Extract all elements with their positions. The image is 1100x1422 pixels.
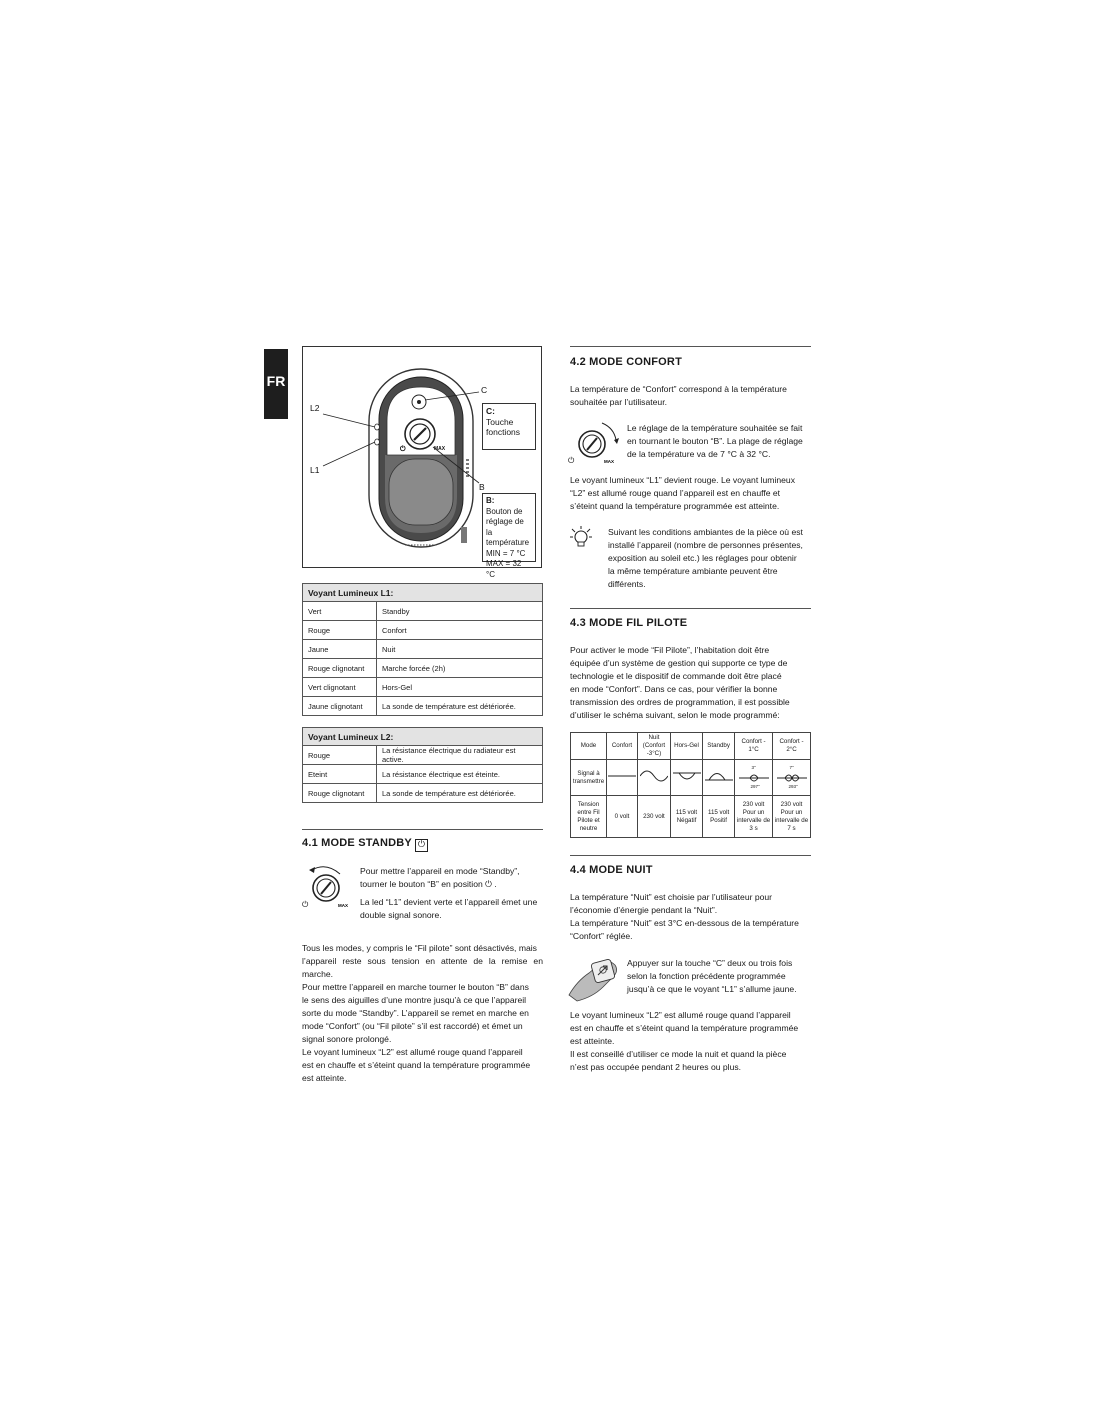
table-cell: Hors-Gel <box>377 678 543 697</box>
callout-c-line: C: <box>486 406 495 416</box>
text-line: Suivant les conditions ambiantes de la pièce où est <box>608 527 803 537</box>
table-cell: 230 volt Pour un intervalle de 7 s <box>773 796 811 838</box>
confort-intro <box>570 383 811 409</box>
table-row <box>303 640 543 659</box>
table-cell: Marche forcée (2h) <box>377 659 543 678</box>
standby-icon-text <box>360 865 543 922</box>
table-cell: Eteint <box>303 765 377 784</box>
table-cell: Vert <box>303 602 377 621</box>
section-title-standby <box>302 837 428 852</box>
text-line: La température “Nuit” est 3°C en-dessous de la température <box>570 918 799 928</box>
text-line: de la température va de 7 °C à 32 °C. <box>627 449 771 459</box>
text-line: La led “L1” devient verte et l’appareil émet une <box>360 897 538 907</box>
text-line: le sens des aiguilles d’une montre jusqu’à ce que l’appareil <box>302 995 527 1005</box>
table-row <box>303 697 543 716</box>
svg-text:⏻: ⏻ <box>568 456 575 465</box>
text-line: l’appareil reste sous tension en attente de la remise en marche. <box>302 956 543 979</box>
knob-confort-icon <box>568 420 620 466</box>
table-header: Voyant Lumineux L2: <box>303 728 543 746</box>
table-voyant-l1 <box>302 583 543 716</box>
callout-b-line: Bouton de <box>486 506 523 516</box>
callout-b-line: MIN = 7 °C <box>486 548 526 558</box>
text-line: souhaitée par l’utilisateur. <box>570 397 667 407</box>
table-cell: Rouge clignotant <box>303 659 377 678</box>
pulse-label: 3" <box>751 764 756 770</box>
label-l1: L1 <box>310 465 320 475</box>
table-header: Voyant Lumineux L1: <box>303 584 543 602</box>
callout-c-line: fonctions <box>486 427 521 437</box>
callout-b <box>482 493 536 579</box>
text-line: double signal sonore. <box>360 910 442 920</box>
confort-icon-text <box>627 422 811 461</box>
nuit-body <box>570 1009 811 1074</box>
signal-flat-icon <box>607 760 638 796</box>
text-line: est atteinte. <box>302 1073 347 1083</box>
section-title-text: 4.1 MODE STANDBY <box>302 837 412 849</box>
svg-text:MAX: MAX <box>338 903 348 908</box>
text-line: exposition au soleil etc.) les réglages pour obtenir <box>608 553 797 563</box>
table-cell: Hors-Gel <box>670 733 702 760</box>
fil-pilote-body <box>570 644 811 722</box>
table-cell: La résistance électrique est éteinte. <box>377 765 543 784</box>
section-divider <box>302 829 543 830</box>
signal-negative-icon <box>670 760 702 796</box>
finger-press-icon <box>567 955 623 1003</box>
text-line: en mode “Confort”. Dans ce cas, pour vérifier la bonne <box>570 684 778 694</box>
confort-tip <box>608 526 811 591</box>
text-line: Le voyant lumineux “L2” est allumé rouge quand l’appareil <box>570 1010 791 1020</box>
table-cell: Nuit <box>377 640 543 659</box>
text-line: mode “Confort” (ou “Fil pilote” s’il est raccordé) et émet un <box>302 1021 523 1031</box>
table-row <box>303 765 543 784</box>
table-voyant-l2 <box>302 727 543 803</box>
table-cell: 230 volt <box>638 796 671 838</box>
text-line: s’éteint quand la température programmée est atteinte. <box>570 501 780 511</box>
text-line: Pour activer le mode “Fil Pilote”, l’habitation doit être <box>570 645 770 655</box>
table-row <box>571 760 811 796</box>
svg-text:⏻: ⏻ <box>302 900 309 909</box>
text-line: sorte du mode “Standby”. L’appareil se remet en marche en <box>302 1008 529 1018</box>
callout-b-line: réglage de la <box>486 517 524 537</box>
text-line: Pour mettre l’appareil en mode “Standby”, <box>360 866 520 876</box>
label-c: C <box>481 385 488 395</box>
text-line: “L2” est allumé rouge quand l’appareil est en chauffe et <box>570 488 781 498</box>
text-line: est atteinte. <box>570 1036 615 1046</box>
lightbulb-tip-icon <box>570 524 596 550</box>
text-line: La température de “Confort” correspond à la température <box>570 384 787 394</box>
table-cell: La sonde de température est détériorée. <box>377 784 543 803</box>
text-line: “Confort” réglée. <box>570 931 633 941</box>
power-icon: ⏻ <box>415 839 428 852</box>
table-cell: Signal à transmettre <box>571 760 607 796</box>
text-line: n’est pas occupée pendant 2 heures ou plus. <box>570 1062 742 1072</box>
table-cell: 0 volt <box>607 796 638 838</box>
table-cell: Standby <box>377 602 543 621</box>
text-line: tourner le bouton “B” en position ⏻ . <box>360 879 497 889</box>
text-line: Appuyer sur la touche “C” deux ou trois fois <box>627 958 793 968</box>
text-line: est en chauffe et s’éteint quand la température programmée <box>302 1060 531 1070</box>
nuit-intro <box>570 891 811 943</box>
table-row <box>303 659 543 678</box>
table-cell: Confort - 1°C <box>735 733 773 760</box>
table-cell: Vert clignotant <box>303 678 377 697</box>
table-row <box>303 678 543 697</box>
svg-text:MAX: MAX <box>604 459 614 464</box>
table-row <box>303 602 543 621</box>
table-cell: La sonde de température est détériorée. <box>377 697 543 716</box>
callout-c-line: Touche <box>486 416 514 427</box>
section-title-fil-pilote: 4.3 MODE FIL PILOTE <box>570 617 688 629</box>
label-l2: L2 <box>310 403 320 413</box>
table-cell: 230 volt Pour un intervalle de 3 s <box>735 796 773 838</box>
callout-b-line: température <box>486 538 530 547</box>
table-row <box>571 796 811 838</box>
table-cell: Confort - 2°C <box>773 733 811 760</box>
table-cell: Rouge <box>303 746 377 765</box>
table-cell: Rouge <box>303 621 377 640</box>
table-cell: Mode <box>571 733 607 760</box>
table-cell: 115 volt Négatif <box>670 796 702 838</box>
fil-pilote-table <box>570 732 811 838</box>
text-line: Le voyant lumineux “L2” est allumé rouge quand l’appareil <box>302 1047 523 1057</box>
table-row <box>571 733 811 760</box>
table-cell: Jaune <box>303 640 377 659</box>
signal-sine-icon <box>638 760 671 796</box>
table-row <box>303 621 543 640</box>
label-b: B <box>479 482 485 492</box>
table-cell: Jaune clignotant <box>303 697 377 716</box>
signal-pulse-3s-icon <box>735 760 773 796</box>
callout-b-line: B: <box>486 496 495 505</box>
section-divider <box>570 608 811 609</box>
section-title-confort: 4.2 MODE CONFORT <box>570 356 682 368</box>
table-cell: Confort <box>607 733 638 760</box>
pulse-label: 297" <box>750 783 760 789</box>
section-divider <box>570 855 811 856</box>
text-line: équipée d’un système de gestion qui supporte ce type de <box>570 658 788 668</box>
text-line: d’utiliser le schéma suivant, selon le mode programmé: <box>570 710 780 720</box>
knob-standby-icon <box>302 864 352 910</box>
text-line: installé l’appareil (nombre de personnes présentes, <box>608 540 803 550</box>
text-line: différents. <box>608 579 646 589</box>
device-figure <box>302 346 542 579</box>
text-line: Le voyant lumineux “L1” devient rouge. Le voyant lumineux <box>570 475 796 485</box>
text-line: Pour mettre l’appareil en marche tourner le bouton “B” dans <box>302 982 529 992</box>
text-line: signal sonore prolongé. <box>302 1034 392 1044</box>
text-line: Le réglage de la température souhaitée se fait <box>627 423 803 433</box>
table-cell: Confort <box>377 621 543 640</box>
table-cell: Tension entre Fil Pilote et neutre <box>571 796 607 838</box>
signal-positive-icon <box>703 760 735 796</box>
table-cell: 115 volt Positif <box>703 796 735 838</box>
text-line: La température “Nuit” est choisie par l’utilisateur pour <box>570 892 773 902</box>
section-divider <box>570 346 811 347</box>
text-line: selon la fonction précédente programmée <box>627 971 786 981</box>
text-line: Il est conseillé d’utiliser ce mode la nuit et quand la pièce <box>570 1049 787 1059</box>
knob-max-label: MAX <box>434 446 446 452</box>
confort-para2 <box>570 474 811 513</box>
table-cell: Nuit (Confort -3°C) <box>638 733 671 760</box>
callout-c <box>482 403 536 450</box>
text-line: jusqu’à ce que le voyant “L1” s’allume jaune. <box>627 984 797 994</box>
text-line: l’économie d’énergie pendant la “Nuit”. <box>570 905 718 915</box>
text-line: la même température ambiante peuvent être <box>608 566 778 576</box>
text-line: en tournant le bouton “B”. La plage de réglage <box>627 436 803 446</box>
table-cell: Rouge clignotant <box>303 784 377 803</box>
pulse-label: 7" <box>789 764 794 770</box>
table-cell: Standby <box>703 733 735 760</box>
table-row <box>303 746 543 765</box>
svg-text:⏻: ⏻ <box>400 445 406 453</box>
text-line: transmission des ordres de programmation, il est possible <box>570 697 790 707</box>
language-tab: FR <box>264 349 288 419</box>
callout-b-line: MAX = 32 °C <box>486 559 522 579</box>
table-cell: La résistance électrique du radiateur est active. <box>377 746 543 765</box>
standby-body <box>302 942 543 1085</box>
section-title-nuit: 4.4 MODE NUIT <box>570 864 653 876</box>
signal-pulse-7s-icon <box>773 760 811 796</box>
text-line: est en chauffe et s’éteint quand la température programmée <box>570 1023 799 1033</box>
nuit-icon-text <box>627 957 811 996</box>
text-line: Tous les modes, y compris le “Fil pilote” sont désactivés, mais <box>302 943 537 953</box>
table-row <box>303 784 543 803</box>
text-line: technologie et le dispositif de commande doit être placé <box>570 671 782 681</box>
pulse-label: 293" <box>788 783 798 789</box>
